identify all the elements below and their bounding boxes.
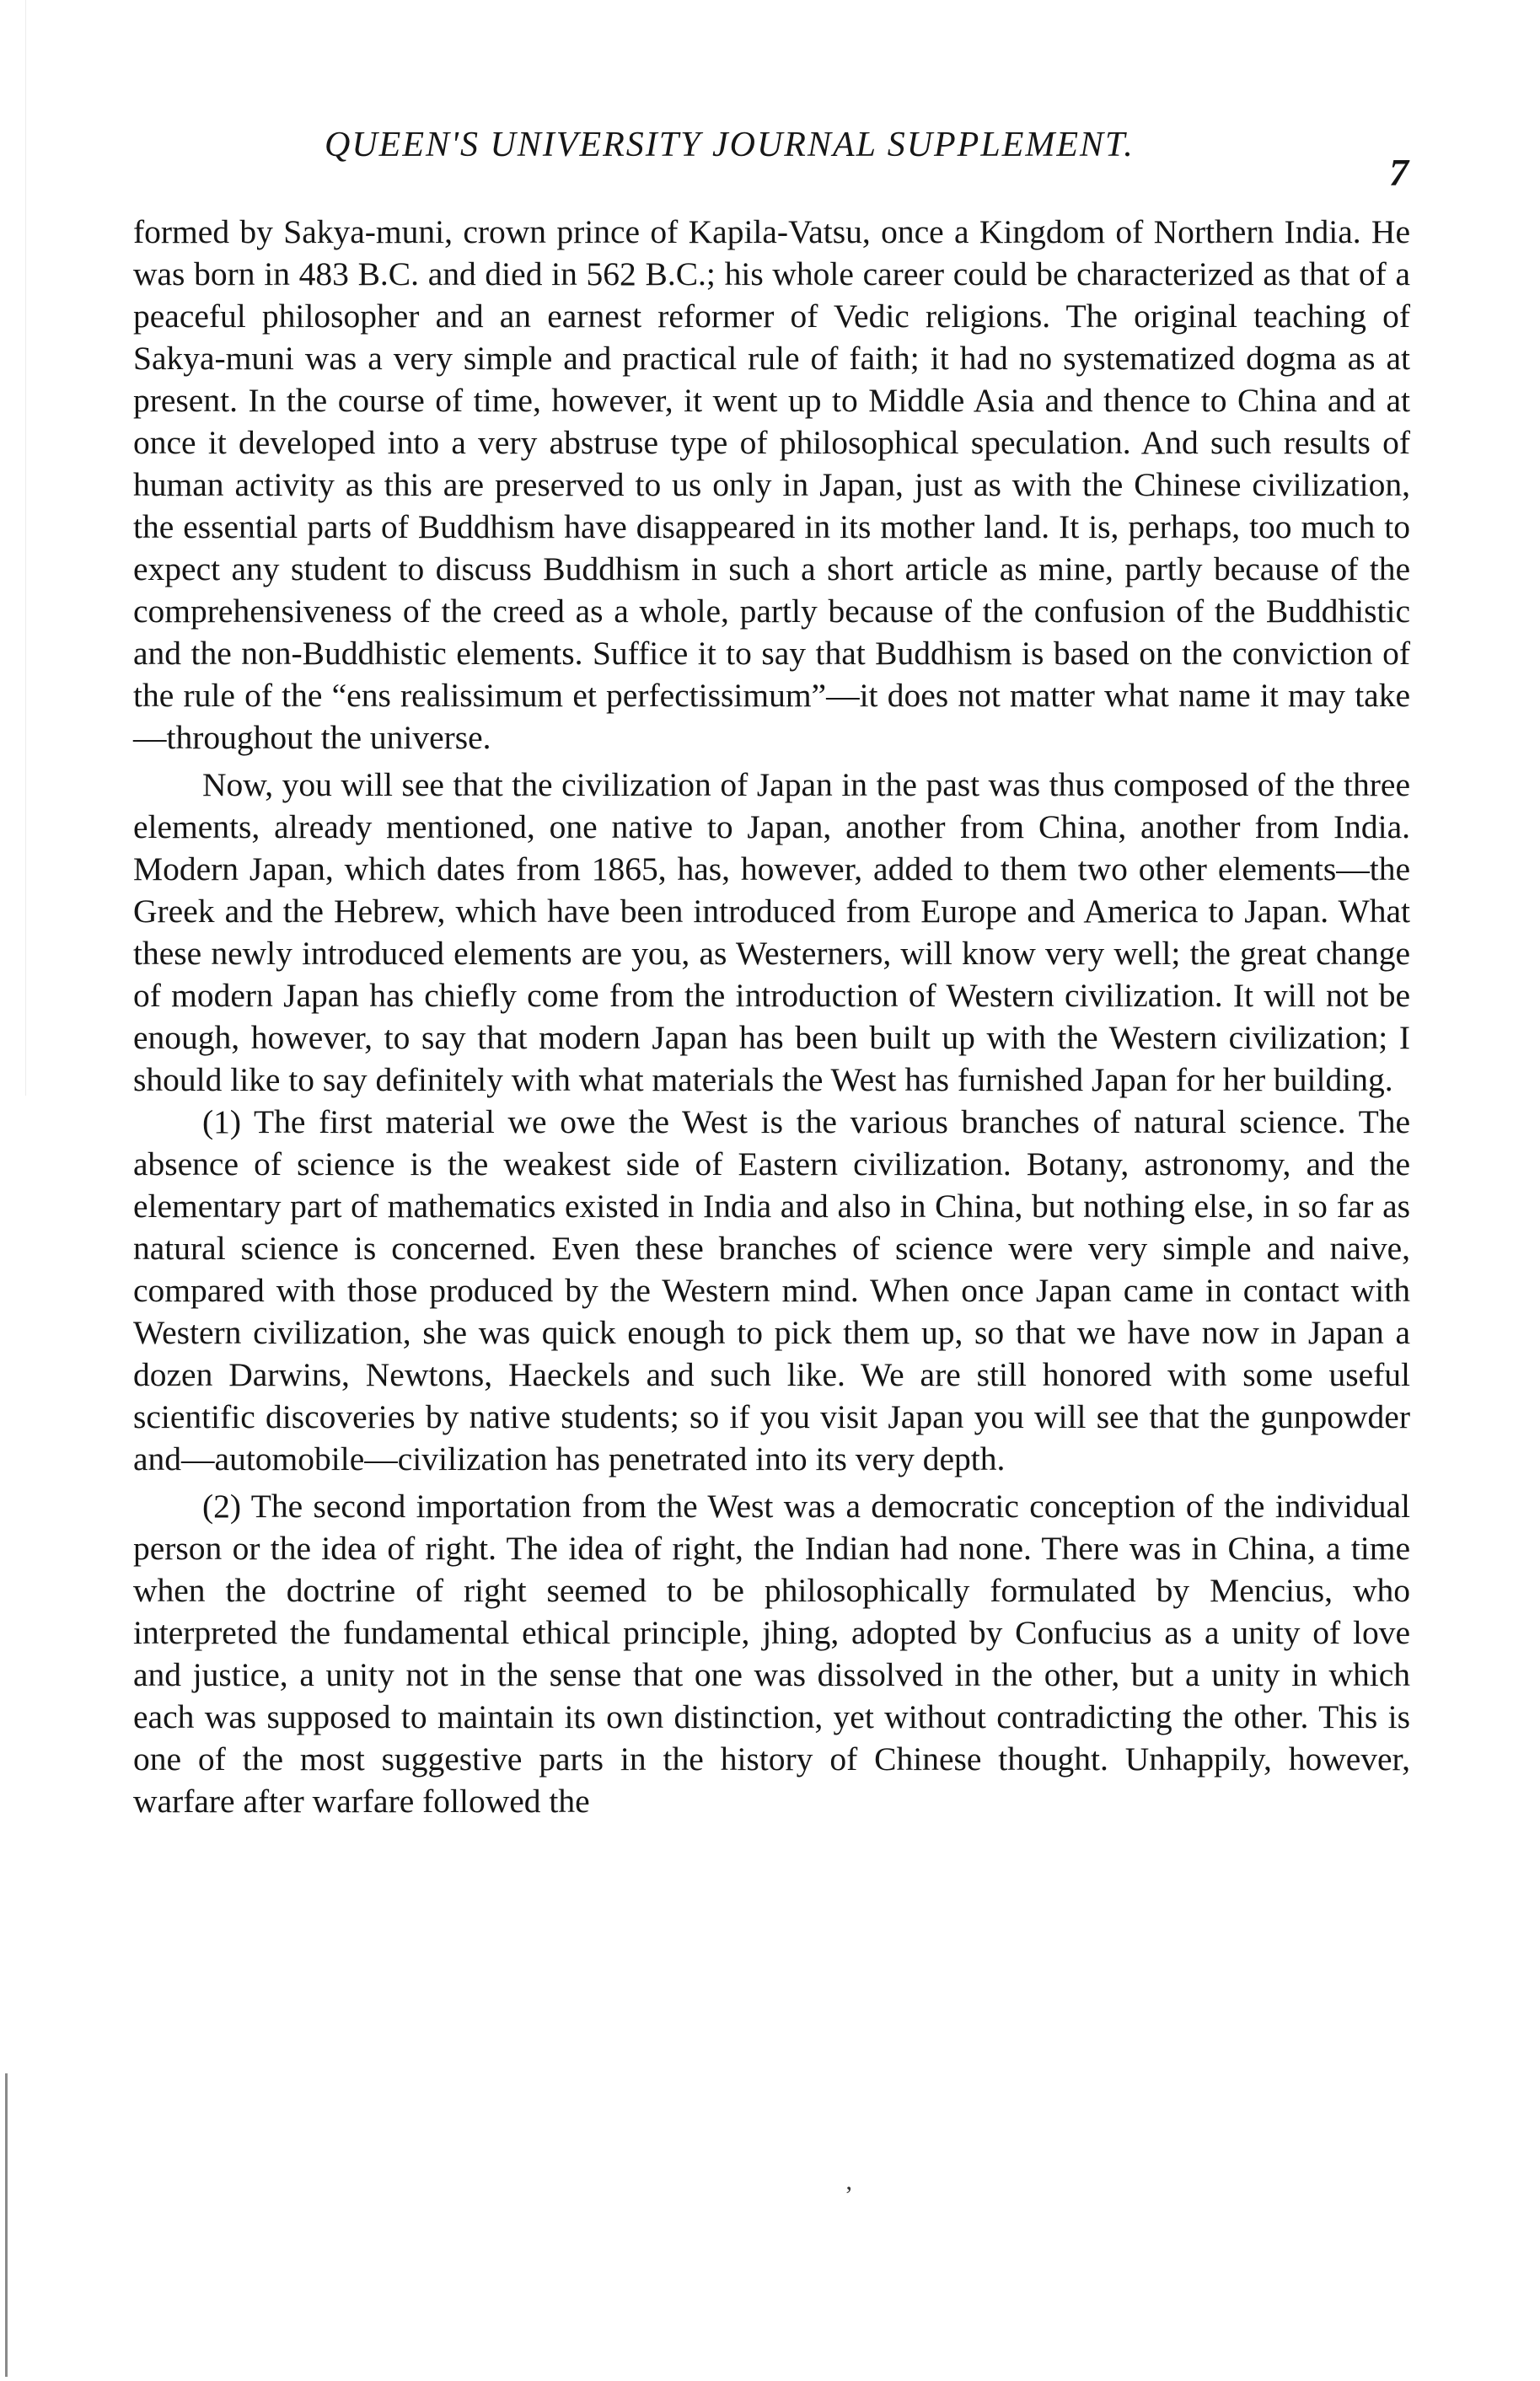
- stray-ink-mark: ’: [845, 2181, 853, 2209]
- paragraph-idea-of-right: (2) The second importation from the West was a democratic conception of the individual person or the idea of right. The idea of right, the Indian had none. There was in China, a time when the doctrine of right seemed to be philosophically formulated by Mencius, who interpreted the fundamental ethical principle, jhing, adopted by Confucius as a unity of love and justice, a unity not in the sense that one was dissolved in the other, but a unity in which each was supposed to maintain its own distinction, yet without contradicting the other. This is one of the most suggestive parts in the history of Chinese thought. Unhappily, however, warfare after warfare followed the: [133, 1488, 1410, 1820]
- body-text: [133, 211, 1410, 1822]
- page-edge-line: [5, 2073, 8, 2377]
- paragraph-buddhism: formed by Sakya-muni, crown prince of Kapila-Vatsu, once a Kingdom of Northern India. He was born in 483 B.C. and died in 562 B.C.; his whole career could be characterized as that of a peaceful philosopher and an earnest reformer of Vedic religions. The original teaching of Sakya-muni was a very simple and practical rule of faith; it had no systematized dogma as at present. In the course of time, however, it went up to Middle Asia and thence to China and at once it developed into a very abstruse type of philosophical speculation. And such results of human activity as this are preserved to us only in Japan, just as with the Chinese civilization, the essential parts of Buddhism have disappeared in its mother land. It is, perhaps, too much to expect any student to discuss Buddhism in such a short article as mine, partly because of the comprehensiveness of the creed as a whole, partly because of the confusion of the Buddhistic and the non-Buddhistic elements. Suffice it to say that Buddhism is based on the conviction of the rule of the “ens realissimum et perfectissimum”—it does not matter what name it may take—throughout the universe.: [133, 213, 1410, 756]
- paragraph-natural-science: (1) The first material we owe the West is the various branches of natural science. The absence of science is the weakest side of Eastern civilization. Botany, astronomy, and the elementary part of mathematics existed in India and also in China, but nothing else, in so far as natural science is concerned. Even these branches of science were very simple and naive, compared with those produced by the Western mind. When once Japan came in contact with Western civilization, she was quick enough to pick them up, so that we have now in Japan a dozen Darwins, Newtons, Haeckels and such like. We are still honored with some useful scientific discoveries by native students; so if you visit Japan you will see that the gunpowder and—automobile—civilization has penetrated into its very depth.: [133, 1103, 1410, 1477]
- paragraph-modern-japan: Now, you will see that the civilization of Japan in the past was thus composed of the three elements, already mentioned, one native to Japan, another from China, another from India. Modern Japan, which dates from 1865, has, however, added to them two other elements—the Greek and the Hebrew, which have been introduced from Europe and America to Japan. What these newly introduced elements are you, as Westerners, will know very well; the great change of modern Japan has chiefly come from the introduction of Western civilization. It will not be enough, however, to say that modern Japan has been built up with the Western civilization; I should like to say definitely with what materials the West has furnished Japan for her building.: [133, 766, 1410, 1098]
- page-edge-shadow: [25, 0, 26, 1096]
- running-head: QUEEN'S UNIVERSITY JOURNAL SUPPLEMENT.: [325, 126, 1135, 164]
- page-number: 7: [1389, 151, 1409, 194]
